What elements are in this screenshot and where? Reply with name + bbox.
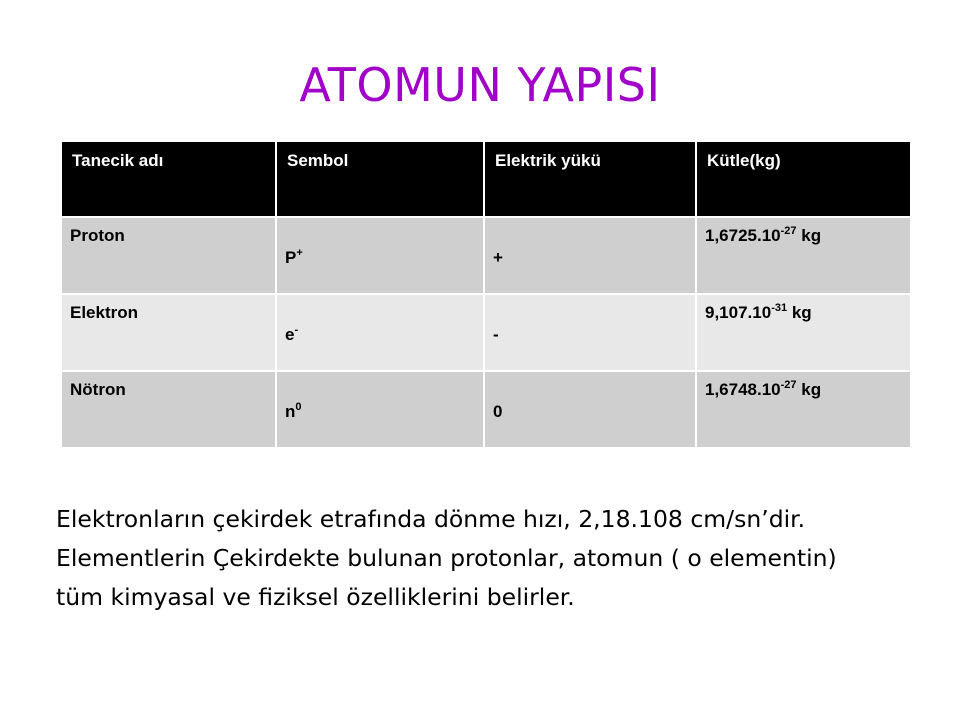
paragraph-line: Elementlerin Çekirdekte bulunan protonlar, atomun ( o elementin) <box>56 544 837 572</box>
table-row <box>61 217 911 294</box>
cell-particle-name: Elektron <box>61 294 276 371</box>
cell-mass: $1,6725.10^{-27}$ kg <box>696 217 911 294</box>
table-row <box>61 371 911 448</box>
cell-mass: $9,107.10^{-31}$ kg <box>696 294 911 371</box>
cell-particle-name: Proton <box>61 217 276 294</box>
header-electric-charge: Elektrik yükü <box>484 141 696 217</box>
paragraph-line: Elektronların çekirdek etrafında dönme hızı, 2,18.108 cm/sn’dir. <box>56 505 806 533</box>
cell-charge: + <box>484 217 696 294</box>
cell-symbol: $n^0$ <box>276 371 484 448</box>
cell-particle-name: Nötron <box>61 371 276 448</box>
cell-symbol: e- <box>276 294 484 371</box>
table-row <box>61 294 911 371</box>
paragraph-line: tüm kimyasal ve fiziksel özelliklerini belirler. <box>56 583 575 611</box>
cell-charge: - <box>484 294 696 371</box>
cell-symbol: P+ <box>276 217 484 294</box>
slide-title: ATOMUN YAPISI <box>299 58 661 112</box>
header-mass: Kütle(kg) <box>696 141 911 217</box>
header-particle-name: Tanecik adı <box>61 141 276 217</box>
cell-mass: $1,6748.10^{-27}$ kg <box>696 371 911 448</box>
body-paragraph <box>56 500 936 617</box>
header-symbol: Sembol <box>276 141 484 217</box>
cell-charge: 0 <box>484 371 696 448</box>
particle-table <box>60 140 912 449</box>
table-header-row <box>61 141 911 217</box>
